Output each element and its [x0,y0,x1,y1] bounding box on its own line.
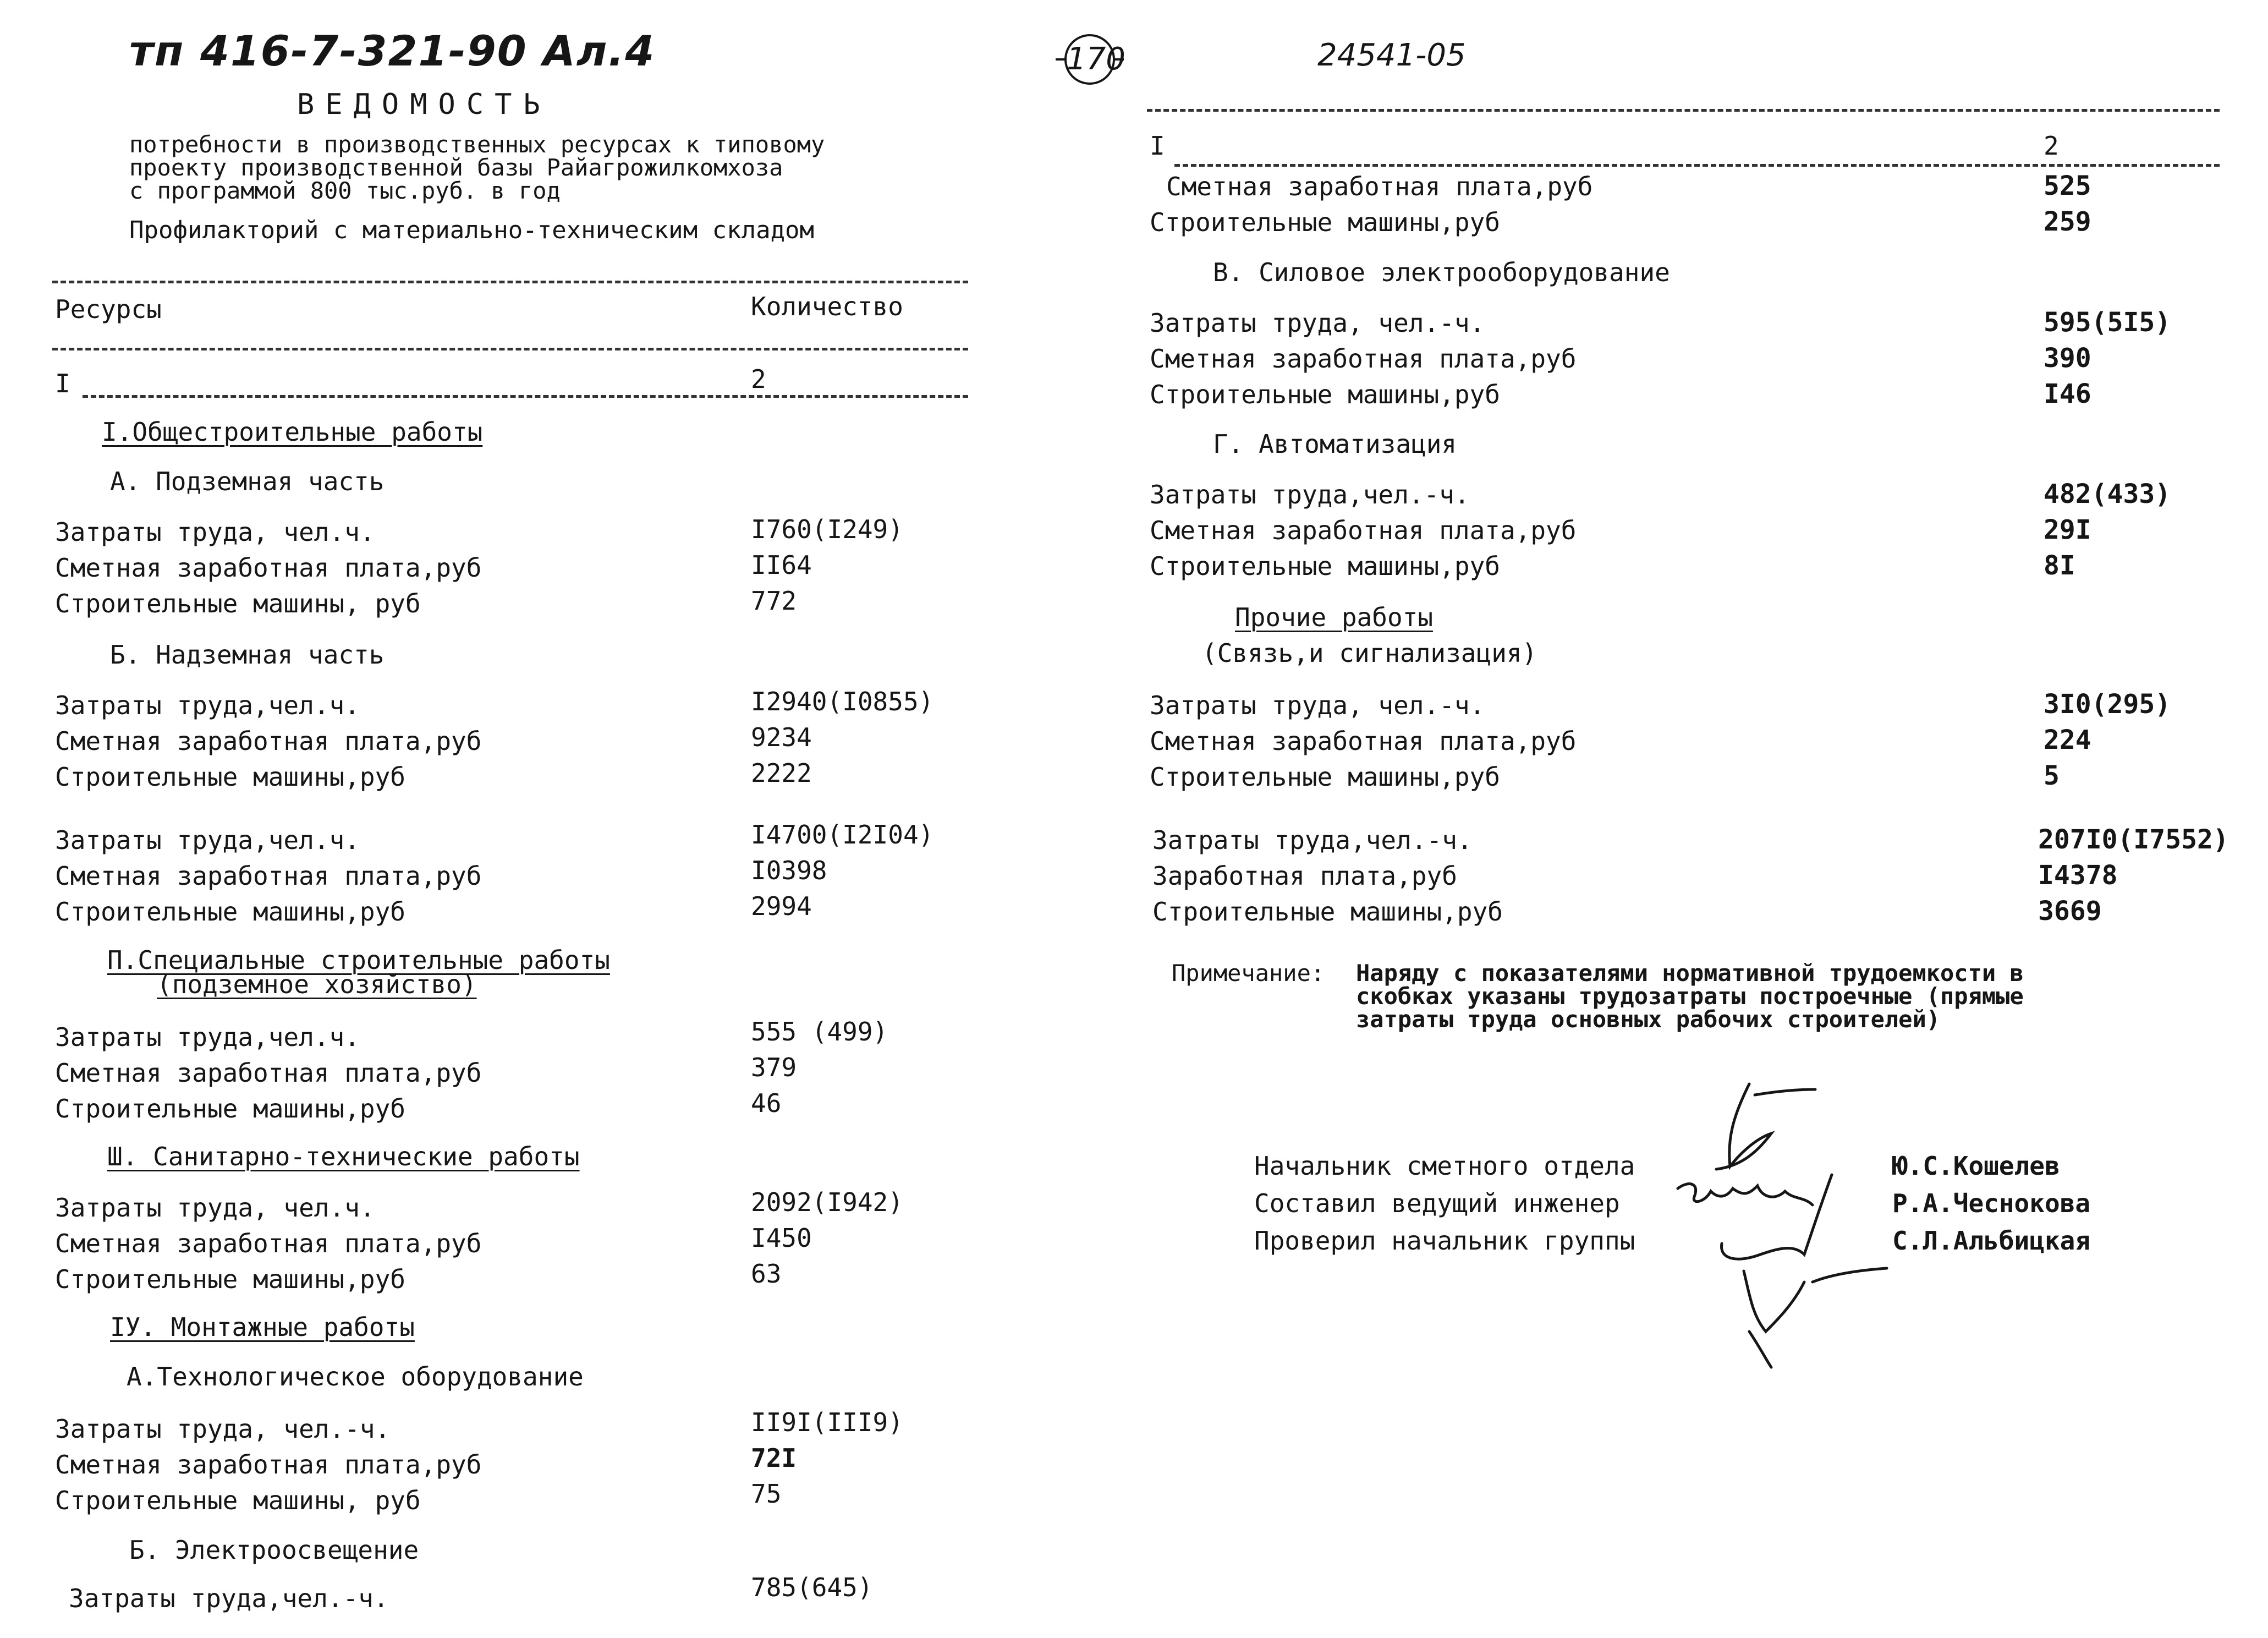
section-p-subtitle: (Связь,и сигнализация) [1202,638,1537,668]
section-2-title: П.Специальные строительные работы [107,945,610,975]
subtitle-line-3: с программой 800 тыс.руб. в год [129,177,561,204]
row-value: 785(645) [751,1573,873,1602]
note-line-3: затраты труда основных рабочих строителей) [1356,1006,1941,1033]
object-name: Профилакторий с материально-техническим складом [129,216,815,244]
row-value: II64 [751,550,812,580]
row-label: Строительные машины,руб [55,1264,405,1294]
row-label: Сметная заработная плата,руб [1150,726,1577,756]
archive-number: 24541-05 [1317,37,1466,73]
row-label: Строительные машины,руб [1150,207,1500,237]
row-label: Строительные машины, руб [55,1486,421,1515]
table-rule-mid [52,348,968,350]
left-page [0,0,1100,1638]
row-label: Затраты труда,чел.-ч. [1150,480,1470,510]
right-column-index-1: I [1150,131,1165,161]
section-4a-title: А.Технологическое оборудование [127,1362,584,1392]
right-rule-index [1174,164,2220,167]
row-value: 9234 [751,722,812,752]
signature-name: С.Л.Альбицкая [1892,1226,2091,1256]
section-2-subtitle: (подземное хозяйство) [157,969,477,999]
page-number: 170 [1064,34,1115,85]
note-line-2: скобках указаны трудозатраты построечные (прямые [1356,983,2024,1010]
column-index-1: I [55,369,70,398]
table-rule-top [52,281,968,283]
row-value: 2222 [751,758,812,788]
row-label: Сметная заработная плата,руб [1150,344,1577,374]
row-label: Сметная заработная плата,руб [55,1229,482,1258]
row-value: 63 [751,1259,782,1289]
section-v-title: В. Силовое электрооборудование [1213,258,1670,287]
row-value: 75 [751,1479,782,1509]
row-value: I2940(I0855) [751,687,934,716]
total-row-label: Строительные машины,руб [55,897,405,927]
document-code: тп 416-7-321-90 Ал.4 [129,26,656,75]
total-row-value: I0398 [751,856,827,885]
total-row-label: Сметная заработная плата,руб [55,861,482,891]
row-label: Затраты труда, чел.-ч. [1150,308,1485,338]
row-value: 595(5I5) [2044,307,2171,338]
column-header-resources: Ресурсы [55,294,162,324]
row-label: Затраты труда,чел.-ч. [69,1584,389,1613]
row-label: Строительные машины,руб [1150,380,1500,409]
row-label: Сметная заработная плата,руб [55,726,482,756]
row-label: Строительные машины,руб [55,1094,405,1124]
document-title: ВЕДОМОСТЬ [297,88,551,121]
right-rule-top [1147,109,2220,112]
row-label: Строительные машины, руб [55,589,421,618]
grand-total-value: 207I0(I7552) [2038,824,2229,855]
grand-total-value: 3669 [2038,896,2102,927]
row-label: Строительные машины,руб [1150,762,1500,792]
row-value: 259 [2044,206,2091,237]
row-label: Затраты труда, чел.-ч. [55,1414,391,1444]
table-rule-index [83,395,968,398]
row-label: Строительные машины,руб [55,762,405,792]
section-4b-title: Б. Электроосвещение [129,1535,419,1565]
signature-role: Составил ведущий инженер [1254,1188,1620,1218]
row-value: 2092(I942) [751,1187,903,1217]
row-label: Затраты труда,чел.ч. [55,1022,360,1052]
subtitle-line-1: потребности в производственных ресурсах к типовому [129,131,825,158]
signature-name: Р.А.Чеснокова [1892,1188,2091,1218]
row-value: II9I(III9) [751,1407,903,1437]
signature-role: Проверил начальник группы [1254,1226,1635,1256]
section-4-title: IУ. Монтажные работы [110,1312,415,1342]
total-row-value: 2994 [751,891,812,921]
handwritten-signatures [1667,1073,1898,1370]
row-value: I46 [2044,379,2091,409]
grand-total-label: Строительные машины,руб [1152,897,1503,927]
row-label: Затраты труда, чел.ч. [55,1193,375,1223]
row-value: 379 [751,1053,797,1082]
section-1-title: I.Общестроительные работы [102,417,483,447]
row-label: Затраты труда, чел.ч. [55,517,375,547]
row-label: Сметная заработная плата,руб [55,1450,482,1480]
row-label: Сметная заработная плата,руб [55,1058,482,1088]
section-1b-title: Б. Надземная часть [110,640,385,670]
column-index-2: 2 [751,364,766,394]
section-1a-title: А. Подземная часть [110,467,385,496]
row-value: 555 (499) [751,1017,888,1047]
section-p-title: Прочие работы [1235,602,1434,632]
row-label: Сметная заработная плата,руб [1150,516,1577,545]
note-label: Примечание: [1172,960,1325,987]
row-value: 29I [2044,514,2091,545]
row-label: Строительные машины,руб [1150,551,1500,581]
signature-name: Ю.С.Кошелев [1892,1151,2060,1181]
subtitle-line-2: проекту производственной базы Райагрожилкомхоза [129,154,783,181]
row-value: 3I0(295) [2044,689,2171,720]
total-row-label: Затраты труда,чел.ч. [55,825,360,855]
row-value: 482(433) [2044,479,2171,510]
row-value: 224 [2044,725,2091,755]
row-value: 5 [2044,760,2060,791]
note-line-1: Наряду с показателями нормативной трудоемкости в [1356,960,2024,987]
column-header-quantity: Количество [751,292,903,321]
row-value: 46 [751,1088,782,1118]
row-value: I760(I249) [751,514,903,544]
section-3-title: Ш. Санитарно-технические работы [107,1142,580,1171]
signature-role: Начальник сметного отдела [1254,1151,1635,1181]
grand-total-label: Заработная плата,руб [1152,861,1457,891]
row-label: Сметная заработная плата,руб [1166,172,1593,201]
row-label: Затраты труда, чел.-ч. [1150,691,1485,720]
row-value: 772 [751,586,797,616]
row-value: 8I [2044,550,2075,581]
row-value: 390 [2044,343,2091,374]
row-label: Сметная заработная плата,руб [55,553,482,583]
row-label: Затраты труда,чел.ч. [55,691,360,720]
total-row-value: I4700(I2I04) [751,820,934,850]
grand-total-value: I4378 [2038,860,2118,891]
grand-total-label: Затраты труда,чел.-ч. [1152,825,1473,855]
section-g-title: Г. Автоматизация [1213,429,1457,459]
right-column-index-2: 2 [2044,131,2059,161]
row-value: I450 [751,1223,812,1253]
row-value: 525 [2044,171,2091,201]
row-value: 72I [751,1443,797,1473]
